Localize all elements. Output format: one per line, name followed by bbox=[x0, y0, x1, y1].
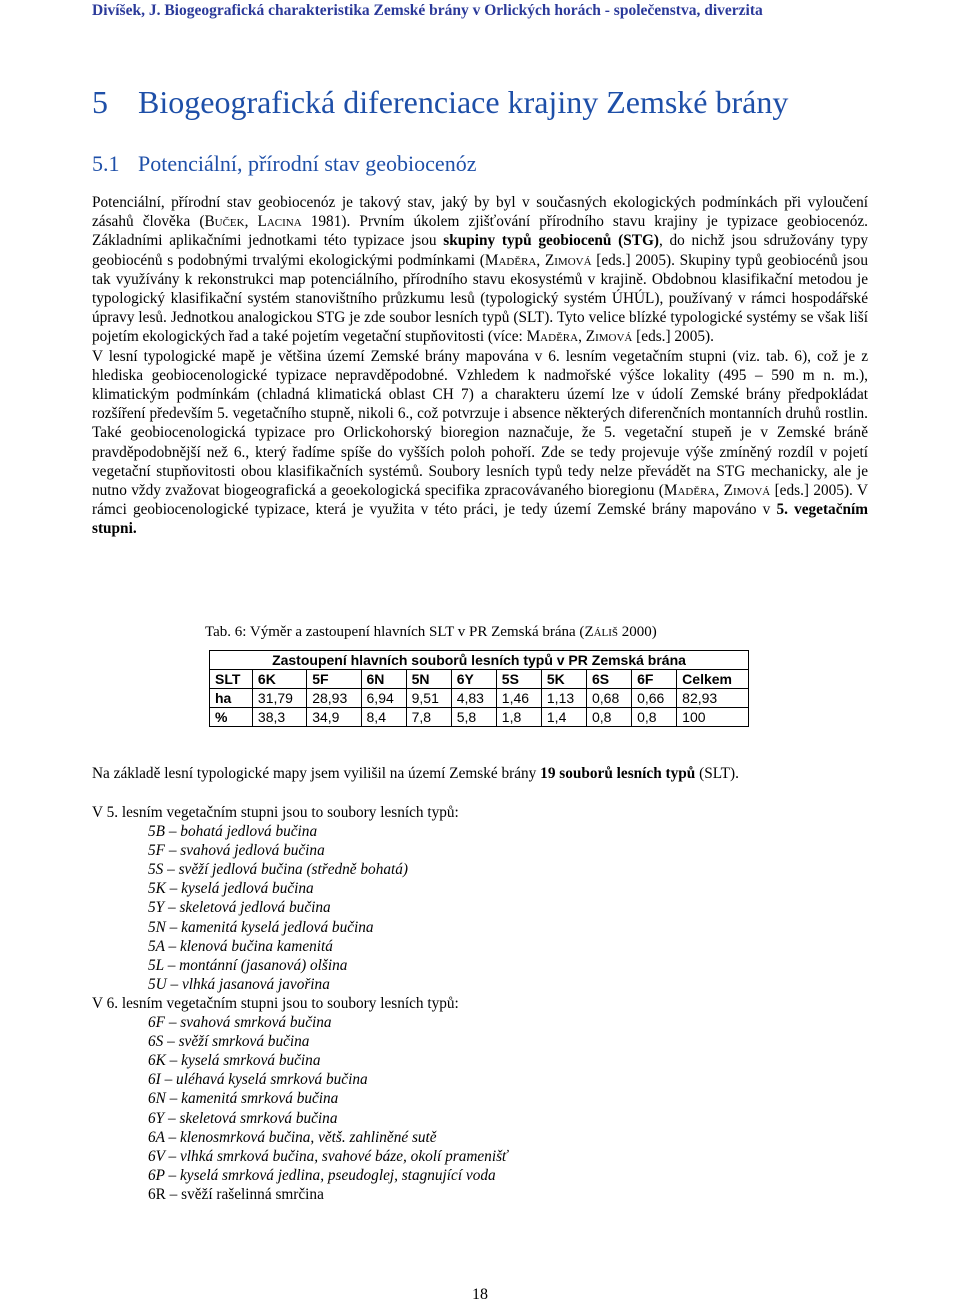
table-cell: 8,4 bbox=[361, 708, 406, 727]
table-row bbox=[210, 689, 749, 708]
list-item: 5B – bohatá jedlová bučina bbox=[148, 823, 318, 841]
table-cell: 4,83 bbox=[451, 689, 496, 708]
list-item: 5K – kyselá jedlová bučina bbox=[148, 880, 314, 898]
table-cell: 38,3 bbox=[252, 708, 306, 727]
table-cell: 82,93 bbox=[677, 689, 749, 708]
paragraph-1 bbox=[92, 193, 868, 347]
list-item: 5L – montánní (jasanová) olšina bbox=[148, 956, 348, 974]
author-name: Zimová bbox=[723, 482, 771, 500]
paragraph-2 bbox=[92, 347, 868, 539]
list-item: 6P – kyselá smrková jedlina, pseudoglej, stagnující voda bbox=[148, 1166, 496, 1184]
row-header: % bbox=[210, 708, 253, 727]
table-cell: 9,51 bbox=[406, 689, 451, 708]
column-header: SLT bbox=[210, 670, 253, 689]
column-header: 5F bbox=[307, 670, 361, 689]
list-item: 5F – svahová jedlová bučina bbox=[148, 842, 325, 860]
column-header: 5S bbox=[496, 670, 541, 689]
column-header: 6K bbox=[252, 670, 306, 689]
chapter-title: Biogeografická diferenciace krajiny Zemské brány bbox=[138, 84, 789, 120]
text-run: Na základě lesní typologické mapy jsem vyilišil na území Zemské brány bbox=[92, 765, 541, 782]
slt-lists bbox=[92, 803, 868, 1204]
list-item: 5A – klenová bučina kamenitá bbox=[148, 937, 333, 955]
paragraph-3 bbox=[92, 764, 868, 783]
text-run: [eds.] 2005). bbox=[632, 328, 714, 346]
list-item: 5U – vlhká jasanová javořina bbox=[148, 975, 330, 993]
running-head: Divíšek, J. Biogeografická charakteristika Zemské brány v Orlických horách - společenstva, diverzita bbox=[92, 2, 763, 19]
chapter-number: 5 bbox=[92, 84, 108, 120]
text-run: (SLT). bbox=[695, 765, 739, 782]
text-run: [eds.] 2005). V rámci geobiocenologické typizace, která je využita v této práci, je tedy území Zemské brány mapováno v bbox=[92, 482, 868, 519]
table-cell: 34,9 bbox=[307, 708, 361, 727]
section-title: Potenciální, přírodní stav geobiocenóz bbox=[138, 151, 477, 176]
caption-text: Tab. 6: Výměr a zastoupení hlavních SLT v PR Zemská brána ( bbox=[205, 624, 585, 640]
author-name: Maděra bbox=[484, 251, 537, 269]
text-run: V lesní typologické mapě je většina území Zemské brány mapována v 6. lesním vegetačním stupni (viz. tab. 6), což je z hlediska geobiocenologické typizace nepravděpodobné. Vzhledem k nadmořské výšce lokality (495 – 590 m n. m.), klimatickým podmínkám (chladná klimatická oblast CH 7) a charakteru území lze v údolí Zemské brány předpokládat rozšíření především 5. vegetačního stupně, nikoli 6., což potvrzuje i absence některých diferenčních montanních druhů rostlin. Také geobiocenologická typizace pro Orlickohorský bioregion naznačuje, že 5. vegetační stupeň je v Zemské bráně pravděpodobnější než 6., který řadíme spíše do vyšších poloh pohoří. Zde se tedy projevuje výše zmíněný rozdíl v pojetí vegetační stupňovitosti obou klasifikačních systémů. Soubory lesních typů tedy nelze převádět na STG mechanicky, ale je nutno vždy zvažovat biogeografická a geoekologická specifika zpracovávaného bioregionu ( bbox=[92, 347, 868, 500]
list-item: 6A – klenosmrková bučina, větš. zahliněné sutě bbox=[148, 1128, 437, 1146]
author-name: Maděra bbox=[663, 482, 716, 500]
author-name: Zimová bbox=[585, 328, 633, 346]
table-cell: 0,8 bbox=[586, 708, 631, 727]
slt-table bbox=[209, 650, 749, 727]
list-item: 5S – svěží jedlová bučina (středně bohatá) bbox=[148, 861, 408, 879]
list-item: 6K – kyselá smrková bučina bbox=[148, 1052, 321, 1070]
section-number: 5.1 bbox=[92, 151, 120, 176]
list-item: 6I – uléhavá kyselá smrková bučina bbox=[148, 1071, 368, 1089]
table-header-row bbox=[210, 670, 749, 689]
column-header: 6F bbox=[632, 670, 677, 689]
section-heading bbox=[92, 151, 892, 177]
list-item: 6N – kamenitá smrková bučina bbox=[148, 1090, 339, 1108]
author-name: Lacina bbox=[257, 213, 302, 231]
author-name: Záliš bbox=[584, 624, 619, 640]
table-cell: 28,93 bbox=[307, 689, 361, 708]
text-run: , bbox=[244, 213, 258, 231]
column-header: 5K bbox=[541, 670, 586, 689]
table-cell: 1,13 bbox=[541, 689, 586, 708]
list-item: 6V – vlhká smrková bučina, svahové báze, okolí pramenišť bbox=[148, 1147, 508, 1165]
chapter-heading bbox=[92, 84, 892, 121]
text-run: , bbox=[536, 251, 545, 269]
table-cell: 1,4 bbox=[541, 708, 586, 727]
table-cell: 1,46 bbox=[496, 689, 541, 708]
bold-term: 19 souborů lesních typů bbox=[540, 765, 696, 782]
table-caption bbox=[205, 624, 765, 641]
list-intro-6: V 6. lesním vegetačním stupni jsou to soubory lesních typů: bbox=[92, 994, 459, 1012]
table-cell: 7,8 bbox=[406, 708, 451, 727]
caption-text: 2000) bbox=[618, 624, 657, 640]
text-run: 1981). Prvním úkolem zjišťování přírodního stavu krajiny je typizace geobiocenóz. Základními aplikačními jednotkami této typizace jsou bbox=[92, 213, 868, 250]
column-header: 6S bbox=[586, 670, 631, 689]
bold-term: 5. vegetačním stupni. bbox=[92, 501, 868, 538]
column-header: 5N bbox=[406, 670, 451, 689]
table-cell: 1,8 bbox=[496, 708, 541, 727]
list-item: 6R – svěží rašelinná smrčina bbox=[148, 1185, 324, 1203]
table-cell: 6,94 bbox=[361, 689, 406, 708]
list-item: 5N – kamenitá kyselá jedlová bučina bbox=[148, 918, 374, 936]
row-header: ha bbox=[210, 689, 253, 708]
table-row bbox=[210, 708, 749, 727]
text-run: , bbox=[578, 328, 586, 346]
column-header: 6N bbox=[361, 670, 406, 689]
table-cell: 100 bbox=[677, 708, 749, 727]
table-cell: 31,79 bbox=[252, 689, 306, 708]
list-item: 5Y – skeletová jedlová bučina bbox=[148, 899, 331, 917]
table-cell: 0,68 bbox=[586, 689, 631, 708]
text-run: , bbox=[715, 482, 724, 500]
page-number: 18 bbox=[472, 1286, 488, 1303]
text-run: Potenciální, přírodní stav geobiocenóz je takový stav, jaký by byl v současných ekologických podmínkách při vyloučení zásahů člověka ( bbox=[92, 194, 868, 231]
list-intro-5: V 5. lesním vegetačním stupni jsou to soubory lesních typů: bbox=[92, 804, 459, 821]
body-text bbox=[92, 193, 868, 539]
text-run: , do nichž jsou sdružovány typy geobiocénů s podobnými trvalými ekologickými podmínkami ( bbox=[92, 232, 869, 269]
list-item: 6F – svahová smrková bučina bbox=[148, 1014, 332, 1032]
table-cell: 0,8 bbox=[632, 708, 677, 727]
text-run: [eds.] 2005). Skupiny typů geobiocénů jsou tak využívány k rekonstrukci map potenciálního, přírodního stavu ekosystémů v krajině. Obdobnou klasifikační metodou je typologický klasifikační systém stanovištního průzkumu lesů (typologický systém ÚHÚL), používaný v rámci hospodářské úpravy lesů. Jednotkou analogickou STG je zde soubor lesních typů (SLT). Tyto velice blízké typologické systémy se však liší pojetím ekologických řad a také pojetím vegetační stupňovitosti (více: bbox=[92, 251, 868, 346]
list-item: 6Y – skeletová smrková bučina bbox=[148, 1109, 338, 1127]
table-title: Zastoupení hlavních souborů lesních typů v PR Zemská brána bbox=[210, 651, 749, 670]
list-item: 6S – svěží smrková bučina bbox=[148, 1033, 310, 1051]
bold-term: skupiny typů geobiocenů (STG) bbox=[443, 232, 659, 250]
table-cell: 0,66 bbox=[632, 689, 677, 708]
author-name: Buček bbox=[204, 213, 245, 231]
table-cell: 5,8 bbox=[451, 708, 496, 727]
author-name: Zimová bbox=[544, 251, 592, 269]
author-name: Maděra bbox=[526, 328, 579, 346]
column-header: 6Y bbox=[451, 670, 496, 689]
column-header: Celkem bbox=[677, 670, 749, 689]
